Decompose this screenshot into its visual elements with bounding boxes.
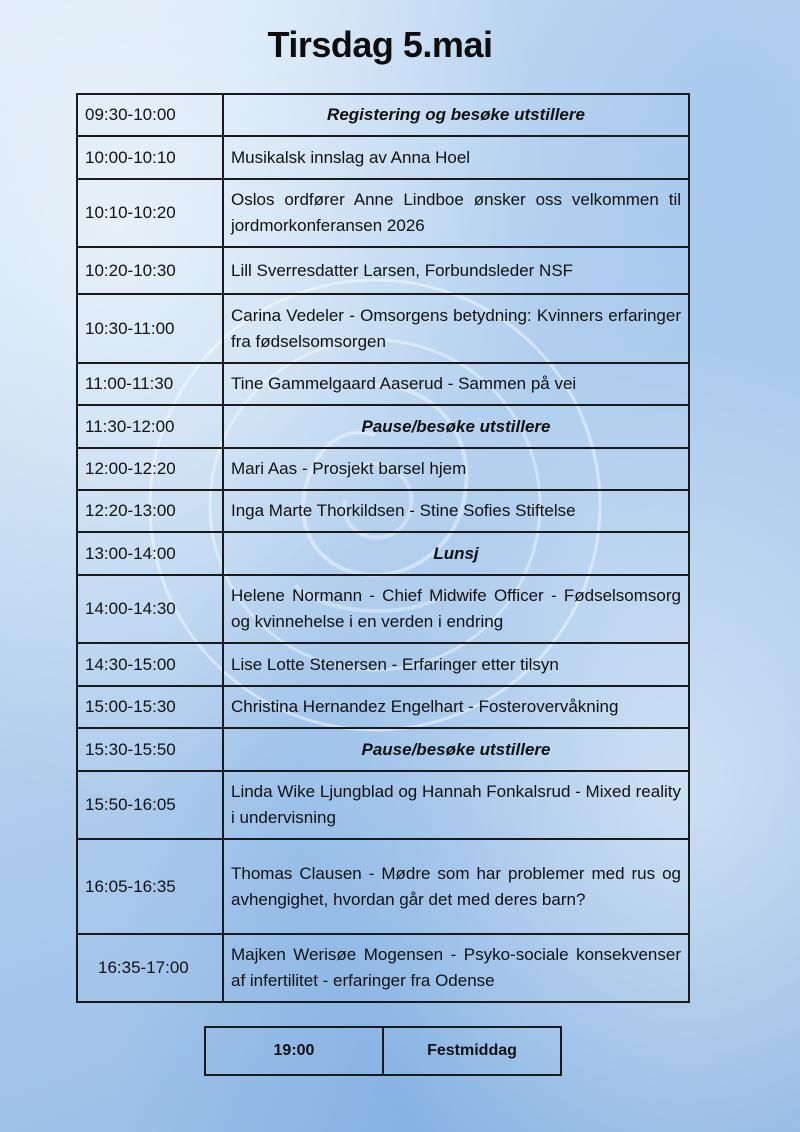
schedule-row <box>77 839 689 934</box>
schedule-description: Majken Werisøe Mogensen - Psyko-sociale konsekvenser af infertilitet - erfaringer fra Odense <box>223 934 689 1002</box>
schedule-description: Tine Gammelgaard Aaserud - Sammen på vei <box>223 363 689 405</box>
schedule-description: Musikalsk innslag av Anna Hoel <box>223 136 689 179</box>
schedule-row <box>77 294 689 363</box>
schedule-description: Registering og besøke utstillere <box>223 94 689 136</box>
schedule-time: 09:30-10:00 <box>77 94 223 136</box>
dinner-time: 19:00 <box>205 1027 383 1075</box>
schedule-description: Linda Wike Ljungblad og Hannah Fonkalsrud - Mixed reality i undervisning <box>223 771 689 839</box>
schedule-time: 10:30-11:00 <box>77 294 223 363</box>
schedule-description: Mari Aas - Prosjekt barsel hjem <box>223 448 689 490</box>
schedule-description: Christina Hernandez Engelhart - Fosterovervåkning <box>223 686 689 728</box>
dinner-row <box>205 1027 561 1075</box>
schedule-row <box>77 179 689 247</box>
schedule-description: Thomas Clausen - Mødre som har problemer med rus og avhengighet, hvordan går det med deres barn? <box>223 839 689 934</box>
schedule-description: Inga Marte Thorkildsen - Stine Sofies Stiftelse <box>223 490 689 532</box>
schedule-row <box>77 490 689 532</box>
schedule-time: 14:30-15:00 <box>77 643 223 686</box>
page-title: Tirsdag 5.mai <box>267 24 493 65</box>
schedule-time: 10:10-10:20 <box>77 179 223 247</box>
schedule-row <box>77 405 689 448</box>
schedule-row <box>77 532 689 575</box>
schedule-description: Pause/besøke utstillere <box>223 405 689 448</box>
schedule-description: Pause/besøke utstillere <box>223 728 689 771</box>
schedule-row <box>77 934 689 1002</box>
schedule-time: 11:00-11:30 <box>77 363 223 405</box>
schedule-row <box>77 686 689 728</box>
schedule-time: 15:00-15:30 <box>77 686 223 728</box>
schedule-description: Oslos ordfører Anne Lindboe ønsker oss velkommen til jordmorkonferansen 2026 <box>223 179 689 247</box>
program-table <box>76 93 690 1003</box>
schedule-row <box>77 448 689 490</box>
schedule-time: 15:50-16:05 <box>77 771 223 839</box>
schedule-time: 12:20-13:00 <box>77 490 223 532</box>
dinner-table <box>204 1026 562 1076</box>
schedule-row <box>77 771 689 839</box>
schedule-time: 16:05-16:35 <box>77 839 223 934</box>
schedule-time: 10:00-10:10 <box>77 136 223 179</box>
schedule-row <box>77 247 689 294</box>
schedule-description: Carina Vedeler - Omsorgens betydning: Kvinners erfaringer fra fødselsomsorgen <box>223 294 689 363</box>
schedule-row <box>77 94 689 136</box>
schedule-time: 11:30-12:00 <box>77 405 223 448</box>
schedule-row <box>77 363 689 405</box>
schedule-row <box>77 575 689 643</box>
schedule-time: 12:00-12:20 <box>77 448 223 490</box>
dinner-event: Festmiddag <box>383 1027 561 1075</box>
schedule-time: 15:30-15:50 <box>77 728 223 771</box>
schedule-time: 13:00-14:00 <box>77 532 223 575</box>
schedule-description: Lunsj <box>223 532 689 575</box>
schedule-description: Helene Normann - Chief Midwife Officer - Fødselsomsorg og kvinnehelse i en verden i endring <box>223 575 689 643</box>
schedule-row <box>77 643 689 686</box>
schedule-time: 16:35-17:00 <box>77 934 223 1002</box>
schedule-row <box>77 136 689 179</box>
schedule-description: Lill Sverresdatter Larsen, Forbundsleder NSF <box>223 247 689 294</box>
schedule-description: Lise Lotte Stenersen - Erfaringer etter tilsyn <box>223 643 689 686</box>
schedule-row <box>77 728 689 771</box>
schedule-time: 14:00-14:30 <box>77 575 223 643</box>
schedule-time: 10:20-10:30 <box>77 247 223 294</box>
